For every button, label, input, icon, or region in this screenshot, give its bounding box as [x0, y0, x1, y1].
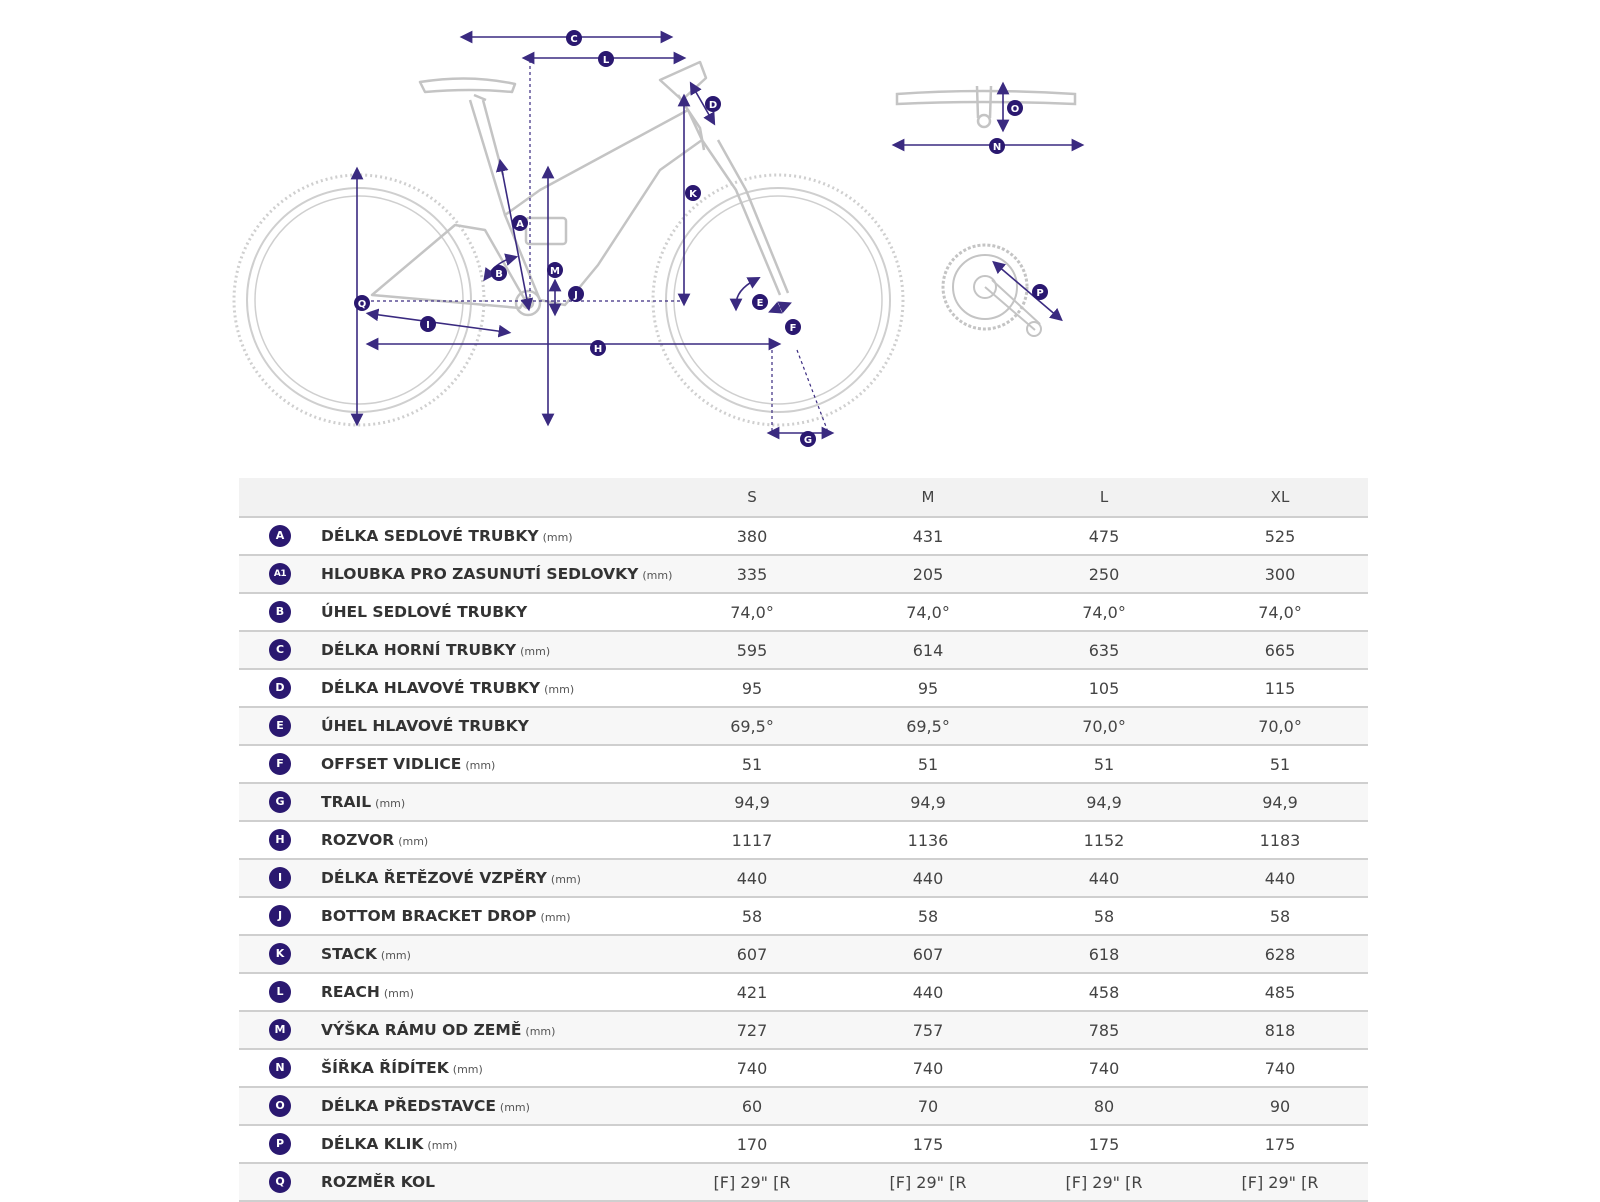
value-cell: 614 [840, 631, 1016, 669]
table-row [239, 555, 1368, 593]
row-badge-cell [239, 897, 321, 935]
row-badge-cell [239, 1049, 321, 1087]
row-badge-cell [239, 1011, 321, 1049]
value-cell: 94,9 [1192, 783, 1368, 821]
value-cell: 74,0° [840, 593, 1016, 631]
value-cell: 51 [1192, 745, 1368, 783]
table-row [239, 859, 1368, 897]
table-row [239, 1011, 1368, 1049]
marker-label-f: F [789, 323, 797, 334]
value-cell: 51 [1016, 745, 1192, 783]
value-cell: [F] 29" [R [1016, 1163, 1192, 1201]
value-cell: 94,9 [664, 783, 840, 821]
row-badge-cell [239, 593, 321, 631]
row-unit: (mm) [550, 873, 581, 886]
row-label-cell [321, 897, 664, 935]
value-cell: 94,9 [1016, 783, 1192, 821]
value-cell: 51 [664, 745, 840, 783]
row-label-cell [321, 1087, 664, 1125]
dimension-badge: N [269, 1057, 291, 1079]
row-unit: (mm) [542, 531, 573, 544]
table-row [239, 935, 1368, 973]
row-badge-cell [239, 973, 321, 1011]
row-label: DÉLKA SEDLOVÉ TRUBKY [321, 527, 539, 545]
value-cell: 60 [664, 1087, 840, 1125]
value-cell: 74,0° [664, 593, 840, 631]
row-label-cell [321, 859, 664, 897]
row-label: BOTTOM BRACKET DROP [321, 907, 537, 925]
row-label-cell [321, 631, 664, 669]
table-row [239, 1087, 1368, 1125]
row-label-cell [321, 669, 664, 707]
row-label-cell [321, 1011, 664, 1049]
value-cell: 485 [1192, 973, 1368, 1011]
value-cell: 421 [664, 973, 840, 1011]
table-row [239, 517, 1368, 555]
value-cell: 740 [1192, 1049, 1368, 1087]
value-cell: 175 [840, 1125, 1016, 1163]
row-unit: (mm) [427, 1139, 458, 1152]
value-cell: 58 [664, 897, 840, 935]
table-row [239, 593, 1368, 631]
value-cell: 170 [664, 1125, 840, 1163]
row-badge-cell [239, 555, 321, 593]
row-label-cell [321, 1125, 664, 1163]
row-label-cell [321, 1163, 664, 1201]
dimension-badge: I [269, 867, 291, 889]
dimension-badge: F [269, 753, 291, 775]
value-cell: 727 [664, 1011, 840, 1049]
value-cell: 300 [1192, 555, 1368, 593]
row-label-cell [321, 593, 664, 631]
row-label: DÉLKA KLIK [321, 1135, 424, 1153]
marker-label-o: O [1010, 104, 1020, 115]
row-unit: (mm) [544, 683, 575, 696]
value-cell: 740 [1016, 1049, 1192, 1087]
marker-label-g: G [803, 435, 813, 446]
table-row [239, 973, 1368, 1011]
row-label: DÉLKA ŘETĚZOVÉ VZPĚRY [321, 869, 547, 887]
row-unit: (mm) [642, 569, 673, 582]
value-cell: 74,0° [1192, 593, 1368, 631]
marker-label-a: A [516, 219, 524, 230]
value-cell: 1136 [840, 821, 1016, 859]
dimension-badge: Q [269, 1171, 291, 1193]
dimension-badge: K [269, 943, 291, 965]
dimension-badge: A1 [269, 563, 291, 585]
row-label: ROZVOR [321, 831, 395, 849]
row-label: DÉLKA HORNÍ TRUBKY [321, 641, 517, 659]
value-cell: 607 [664, 935, 840, 973]
marker-label-c: C [570, 34, 578, 45]
row-label-cell [321, 973, 664, 1011]
value-cell: 628 [1192, 935, 1368, 973]
dimension-markers [0, 0, 1600, 460]
row-badge-cell [239, 631, 321, 669]
dimension-badge: C [269, 639, 291, 661]
table-row [239, 1125, 1368, 1163]
row-badge-cell [239, 783, 321, 821]
value-cell: 1183 [1192, 821, 1368, 859]
dimension-badge: D [269, 677, 291, 699]
dimension-badge: B [269, 601, 291, 623]
row-label: ÚHEL HLAVOVÉ TRUBKY [321, 717, 529, 735]
value-cell: 440 [1192, 859, 1368, 897]
value-cell: 618 [1016, 935, 1192, 973]
marker-label-b: B [495, 269, 503, 280]
row-badge-cell [239, 669, 321, 707]
row-badge-cell [239, 859, 321, 897]
marker-label-p: P [1036, 288, 1044, 299]
row-badge-cell [239, 821, 321, 859]
dimension-badge: M [269, 1019, 291, 1041]
row-badge-cell [239, 935, 321, 973]
value-cell: 205 [840, 555, 1016, 593]
row-unit: (mm) [465, 759, 496, 772]
value-cell: 635 [1016, 631, 1192, 669]
marker-label-j: J [574, 290, 578, 301]
marker-label-n: N [992, 142, 1002, 153]
value-cell: 95 [840, 669, 1016, 707]
value-cell: 70,0° [1016, 707, 1192, 745]
dimension-badge: H [269, 829, 291, 851]
value-cell: 58 [1016, 897, 1192, 935]
table-row [239, 1163, 1368, 1201]
row-badge-cell [239, 1125, 321, 1163]
dimension-badge: J [269, 905, 291, 927]
value-cell: 740 [664, 1049, 840, 1087]
dimension-badge: A [269, 525, 291, 547]
value-cell: 70,0° [1192, 707, 1368, 745]
value-cell: 380 [664, 517, 840, 555]
table-row [239, 631, 1368, 669]
header-empty-label [321, 478, 664, 517]
header-size-xl: XL [1192, 478, 1368, 517]
row-label-cell [321, 517, 664, 555]
value-cell: 94,9 [840, 783, 1016, 821]
value-cell: [F] 29" [R [664, 1163, 840, 1201]
dimension-badge: P [269, 1133, 291, 1155]
row-badge-cell [239, 517, 321, 555]
row-label: VÝŠKA RÁMU OD ZEMĚ [321, 1021, 522, 1039]
row-unit: (mm) [398, 835, 429, 848]
row-unit: (mm) [452, 1063, 483, 1076]
value-cell: [F] 29" [R [1192, 1163, 1368, 1201]
value-cell: 475 [1016, 517, 1192, 555]
value-cell: 115 [1192, 669, 1368, 707]
row-unit: (mm) [375, 797, 406, 810]
row-label: ŠÍŘKA ŘÍDÍTEK [321, 1059, 449, 1077]
value-cell: 458 [1016, 973, 1192, 1011]
table-row [239, 821, 1368, 859]
header-empty [239, 478, 321, 517]
value-cell: 95 [664, 669, 840, 707]
value-cell: 595 [664, 631, 840, 669]
row-label: OFFSET VIDLICE [321, 755, 462, 773]
row-label: ROZMĚR KOL [321, 1173, 436, 1191]
marker-label-h: H [593, 344, 603, 355]
row-unit: (mm) [499, 1101, 530, 1114]
value-cell: 51 [840, 745, 1016, 783]
value-cell: 440 [840, 859, 1016, 897]
row-label-cell [321, 783, 664, 821]
row-label-cell [321, 821, 664, 859]
value-cell: 250 [1016, 555, 1192, 593]
row-label: HLOUBKA PRO ZASUNUTÍ SEDLOVKY [321, 565, 639, 583]
value-cell: 80 [1016, 1087, 1192, 1125]
value-cell: 58 [1192, 897, 1368, 935]
geometry-table [239, 478, 1368, 1202]
dimension-badge: L [269, 981, 291, 1003]
value-cell: 757 [840, 1011, 1016, 1049]
row-badge-cell [239, 1163, 321, 1201]
value-cell: 440 [840, 973, 1016, 1011]
table-header-row [239, 478, 1368, 517]
marker-label-k: K [689, 189, 697, 200]
row-label: DÉLKA PŘEDSTAVCE [321, 1097, 496, 1115]
dimension-badge: G [269, 791, 291, 813]
dimension-badge: O [269, 1095, 291, 1117]
row-label-cell [321, 935, 664, 973]
value-cell: 1117 [664, 821, 840, 859]
value-cell: 105 [1016, 669, 1192, 707]
marker-label-l: L [602, 55, 610, 66]
table-row [239, 745, 1368, 783]
table-row [239, 1049, 1368, 1087]
row-badge-cell [239, 707, 321, 745]
value-cell: [F] 29" [R [840, 1163, 1016, 1201]
value-cell: 74,0° [1016, 593, 1192, 631]
marker-label-e: E [756, 298, 764, 309]
value-cell: 525 [1192, 517, 1368, 555]
marker-label-m: M [550, 266, 560, 277]
row-unit: (mm) [525, 1025, 556, 1038]
row-label: DÉLKA HLAVOVÉ TRUBKY [321, 679, 541, 697]
row-label: ÚHEL SEDLOVÉ TRUBKY [321, 603, 528, 621]
value-cell: 785 [1016, 1011, 1192, 1049]
row-label: REACH [321, 983, 380, 1001]
row-badge-cell [239, 745, 321, 783]
row-unit: (mm) [520, 645, 551, 658]
row-label-cell [321, 555, 673, 593]
value-cell: 440 [664, 859, 840, 897]
row-label-cell [321, 707, 664, 745]
table-row [239, 783, 1368, 821]
table-row [239, 707, 1368, 745]
table-row [239, 669, 1368, 707]
row-label: STACK [321, 945, 377, 963]
value-cell: 58 [840, 897, 1016, 935]
marker-label-d: D [708, 100, 718, 111]
value-cell: 431 [840, 517, 1016, 555]
value-cell: 607 [840, 935, 1016, 973]
geometry-table-body [239, 517, 1368, 1201]
row-unit: (mm) [540, 911, 571, 924]
value-cell: 175 [1016, 1125, 1192, 1163]
header-size-s: S [664, 478, 840, 517]
bike-geometry-diagram [0, 0, 1600, 460]
value-cell: 335 [664, 555, 840, 593]
value-cell: 70 [840, 1087, 1016, 1125]
value-cell: 175 [1192, 1125, 1368, 1163]
header-size-m: M [840, 478, 1016, 517]
value-cell: 1152 [1016, 821, 1192, 859]
row-unit: (mm) [380, 949, 411, 962]
marker-label-i: I [426, 320, 430, 331]
row-label: TRAIL [321, 793, 372, 811]
row-label-cell [321, 1049, 664, 1087]
value-cell: 818 [1192, 1011, 1368, 1049]
value-cell: 69,5° [840, 707, 1016, 745]
dimension-badge: E [269, 715, 291, 737]
value-cell: 665 [1192, 631, 1368, 669]
value-cell: 440 [1016, 859, 1192, 897]
value-cell: 69,5° [664, 707, 840, 745]
row-unit: (mm) [383, 987, 414, 1000]
row-badge-cell [239, 1087, 321, 1125]
row-label-cell [321, 745, 664, 783]
value-cell: 90 [1192, 1087, 1368, 1125]
header-size-l: L [1016, 478, 1192, 517]
value-cell: 740 [840, 1049, 1016, 1087]
table-row [239, 897, 1368, 935]
marker-label-q: Q [357, 299, 367, 310]
